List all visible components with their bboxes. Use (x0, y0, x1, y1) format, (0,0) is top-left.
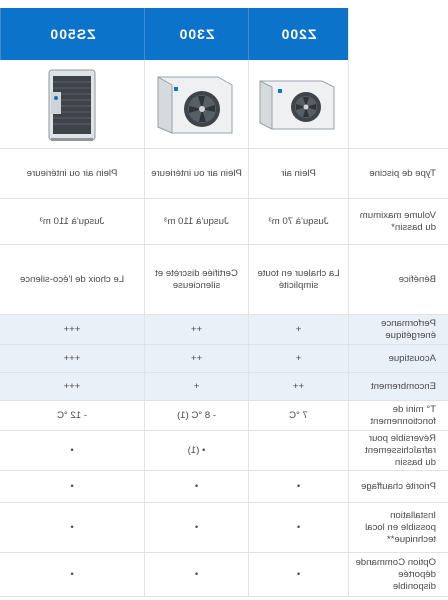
cell: • (70, 568, 74, 580)
cell: + (248, 345, 348, 372)
cell: La chaleur en toute simplicité (248, 245, 348, 314)
cell: Jusqu'à 70 m³ (248, 199, 348, 244)
cell: 7 °C (248, 401, 348, 430)
row-label: Bénéfice (348, 245, 448, 314)
cell: • (1) (144, 431, 248, 470)
row-label: Volume maximum du bassin* (348, 199, 448, 244)
cell: - 8 °C (1) (144, 401, 248, 430)
cell: • (248, 471, 348, 502)
header-product: Z200 (248, 8, 348, 60)
row-label: Priorité chauffage (348, 471, 448, 502)
table-row (0, 198, 448, 244)
cell: Jusqu'à 110 m³ (144, 199, 248, 244)
table-row (0, 244, 448, 314)
cell: + (248, 315, 348, 344)
table-row (0, 148, 448, 198)
heat-pump-horizontal-icon (144, 60, 248, 148)
cell: • (70, 480, 74, 492)
header-product: Z300 (144, 8, 248, 60)
row-label: Performance énergétique (348, 315, 448, 344)
table-row (0, 314, 448, 344)
cell: Jusqu'à 110 m³ (39, 215, 105, 227)
cell: • (70, 444, 74, 456)
cell (248, 431, 348, 470)
image-blank (348, 60, 448, 148)
cell: • (70, 521, 74, 533)
cell: • (144, 553, 248, 596)
header-blank (348, 8, 448, 60)
table-row (0, 372, 448, 400)
row-label: Encombrement (348, 373, 448, 400)
cell: • (144, 503, 248, 552)
row-label: Type de piscine (348, 149, 448, 198)
cell: Plein air (248, 149, 348, 198)
row-label: Installation possible en local technique** (348, 503, 448, 552)
image-row (0, 60, 448, 148)
row-label: T° mini de fonctionnement (348, 401, 448, 430)
row-label: Acoustique (348, 345, 448, 372)
cell: Plein air ou intérieure (144, 149, 248, 198)
cell: • (248, 553, 348, 596)
cell: - 12 °C (57, 409, 87, 421)
cell: • (144, 471, 248, 502)
heat-pump-horizontal-icon (248, 60, 348, 148)
cell: +++ (63, 323, 81, 335)
cell: Le choix de l'éco-silence (19, 273, 125, 285)
table-bottom-border (0, 596, 448, 597)
table-row (0, 470, 448, 502)
header-product: ZS500 (0, 8, 144, 60)
heat-pump-vertical-icon (0, 60, 144, 148)
cell: +++ (63, 352, 81, 364)
cell: • (248, 503, 348, 552)
cell: ++ (144, 315, 248, 344)
table-row (0, 400, 448, 430)
cell: ++ (248, 373, 348, 400)
table-row (0, 344, 448, 372)
table-row (0, 430, 448, 470)
row-label: Option Commande déportée disponible (348, 553, 448, 596)
cell: ++ (144, 345, 248, 372)
row-label: Réversible pour rafraîchissement du bassin (348, 431, 448, 470)
table-row (0, 502, 448, 552)
header-row (0, 8, 448, 60)
cell: +++ (63, 380, 81, 392)
cell: + (144, 373, 248, 400)
table-row (0, 552, 448, 596)
cell: Certifiée discrète et silencieuse (144, 245, 248, 314)
cell: Plein air ou intérieure (26, 167, 118, 179)
